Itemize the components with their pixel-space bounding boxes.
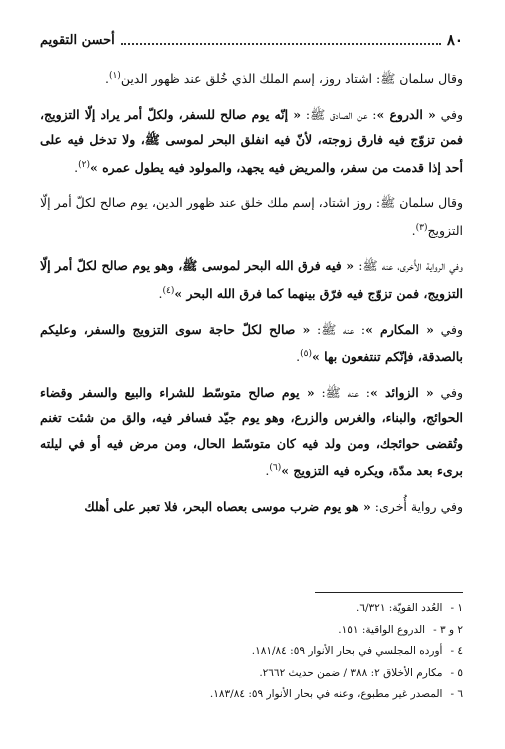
footnote-number: ٢ و ٣ - — [433, 623, 463, 636]
text-run: وفي — [435, 106, 464, 122]
footnote-text: أورده المجلسي في بحار الأنوار ٥٩: ١٨١/٨٤. — [251, 645, 443, 657]
paragraph — [40, 64, 463, 92]
footnote-item — [40, 620, 463, 642]
text-run: . — [265, 463, 270, 479]
body-text — [40, 64, 463, 529]
text-run: وفي — [433, 321, 464, 337]
book-title: أحسن التقويم — [40, 32, 115, 48]
footnote-text: المصدر غير مطبوع، وعنه في بحار الأنوار ٥٩: ١٨٣/٨٤. — [209, 688, 443, 700]
text-run: . — [74, 159, 79, 175]
footnote-ref: (١) — [108, 71, 121, 81]
footnote-ref: (٢) — [78, 159, 90, 170]
footnote-ref: (٤) — [162, 285, 175, 296]
text-run: : عنه ﷺ: — [310, 321, 366, 337]
quoted-text: « الزوائد » — [369, 384, 434, 400]
paragraph — [40, 494, 463, 520]
text-run: وفي رواية أُخرى: — [370, 498, 463, 514]
footnote-item — [40, 663, 463, 685]
quoted-text: « يوم صالح متوسّط للشراء والبيع والسفر وقضاء الحوائج، والبناء، والغرس والزرع، وهو يوم جيّد فسافر فيه، والق من شئت تغنم وتُقضى حوائجك، ومن ولد فيه كان متوسّط الحال، ومن مرض فيه أو في ليلته برىء بعد مدّة، ويكره فيه التزويج » — [40, 384, 463, 479]
footnote-text: العُدد القويّة: ٦/٣٢١. — [356, 602, 443, 614]
footnote-number: ٤ - — [450, 645, 463, 657]
text-run: : عن الصادق ﷺ: — [301, 106, 377, 122]
footnote-item — [40, 641, 463, 663]
quoted-text: « المكارم » — [365, 321, 434, 337]
footnote-text: مكارم الأخلاق ٢: ٣٨٨ / ضمن حديث ٢٦٦٢. — [259, 666, 443, 679]
quoted-text: « صالح لكلّ حاجة سوى التزويج والسفر، وعليكم بالصدقة، فإنّكم تنتفعون بها » — [40, 321, 463, 365]
paragraph — [40, 380, 463, 484]
page-number: ٨٠ — [446, 31, 463, 49]
quoted-text: « هو يوم ضرب موسى بعصاه البحر، فلا تعبر على أهلك — [84, 498, 371, 514]
footnote-item — [40, 684, 463, 706]
paragraph — [40, 102, 463, 181]
text-run: . — [296, 349, 301, 365]
text-run: وقال سلمان ﷺ: اشتاد روز، إسم الملك الذي خُلق عند ظهور الدين — [120, 71, 463, 87]
footnotes — [40, 598, 463, 706]
text-run: : عنه ﷺ: — [314, 384, 370, 400]
footnote-number: ١ - — [450, 602, 463, 614]
footnote-text: الدروع الواقية: ١٥١. — [338, 623, 426, 636]
text-run: . — [411, 222, 416, 238]
text-run: . — [158, 286, 163, 302]
text-run: وفي — [433, 384, 463, 400]
footnote-number: ٥ - — [450, 666, 463, 679]
page-header — [40, 30, 463, 50]
footnote-ref: (٣) — [415, 222, 428, 233]
footnote-separator — [315, 592, 463, 593]
text-run: وفي الرواية الأُخرى، عنه ﷺ: — [354, 258, 463, 274]
header-leader-dots — [121, 35, 441, 45]
quoted-text: « الدروع » — [376, 106, 436, 122]
footnote-ref: (٥) — [300, 349, 313, 360]
quoted-text: « فيه فرق الله البحر لموسى ﷺ، وهو يوم صالح لكلّ أمر إلّا التزويج، فمن تزوّج فيه فرّق بينهما كما فرق الله البحر » — [40, 258, 463, 302]
quoted-text: « إنّه يوم صالح للسفر، ولكلّ أمر يراد إلّا التزويج، فمن تزوّج فيه فارق زوجته، لأنّ فيه انفلق البحر لموسى ﷺ، ولا تدخل فيه على أحد إذا قدمت من سفر، والمريض فيه يجهد، والمولود فيه يطول عمره » — [40, 106, 463, 175]
text-run: وقال سلمان ﷺ: روز اشتاد، إسم ملك خلق عند ظهور الدين، يوم صالح لكلّ أمر إلّا التزويج — [40, 195, 463, 238]
paragraph — [40, 317, 463, 370]
footnote-number: ٦ - — [450, 688, 463, 700]
paragraph — [40, 190, 463, 243]
text-run: . — [104, 71, 109, 87]
footnote-item — [40, 598, 463, 620]
paragraph — [40, 253, 463, 306]
footnote-ref: (٦) — [269, 463, 282, 474]
